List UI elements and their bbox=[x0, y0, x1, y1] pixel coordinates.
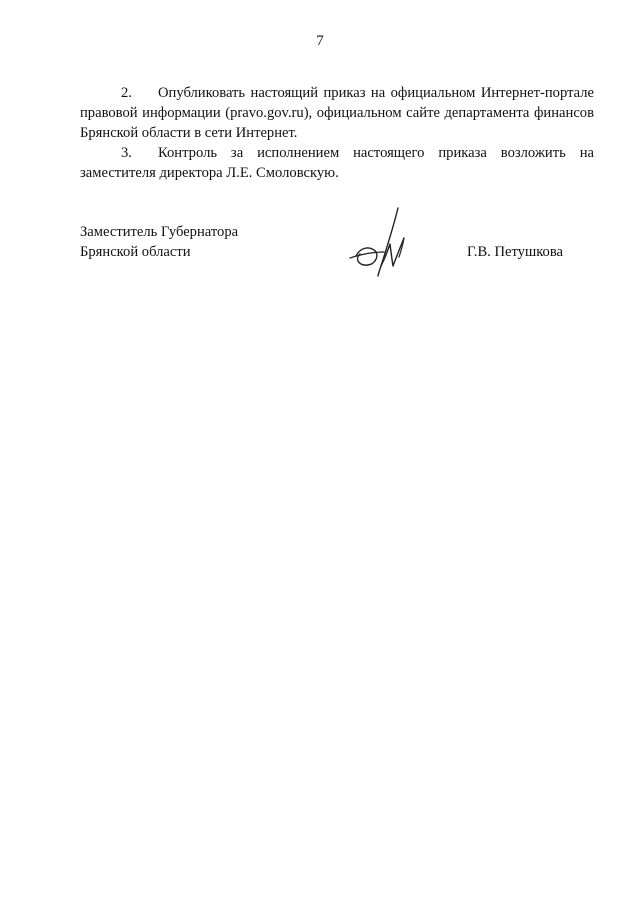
signer-position bbox=[80, 222, 238, 262]
paragraph-number: 2. bbox=[121, 85, 132, 101]
signer-name: Г.В. Петушкова bbox=[467, 244, 564, 260]
paragraph-2 bbox=[80, 83, 594, 143]
paragraph-3 bbox=[80, 143, 594, 183]
signature-block bbox=[80, 222, 570, 282]
page-number: 7 bbox=[316, 33, 324, 49]
handwritten-signature bbox=[348, 204, 412, 280]
position-line-2: Брянской области bbox=[80, 244, 191, 260]
paragraph-text: Опубликовать настоящий приказ на официальном Интернет-портале правовой информации (pravo.gov.ru), официальном сайте департамента финансов Брянской области в сети Интернет. bbox=[80, 85, 594, 141]
paragraph-number: 3. bbox=[121, 145, 132, 161]
paragraph-text: Контроль за исполнением настоящего приказа возложить на заместителя директора Л.Е. Смоловскую. bbox=[80, 145, 594, 181]
document-body bbox=[80, 83, 594, 183]
position-line-1: Заместитель Губернатора bbox=[80, 224, 239, 240]
